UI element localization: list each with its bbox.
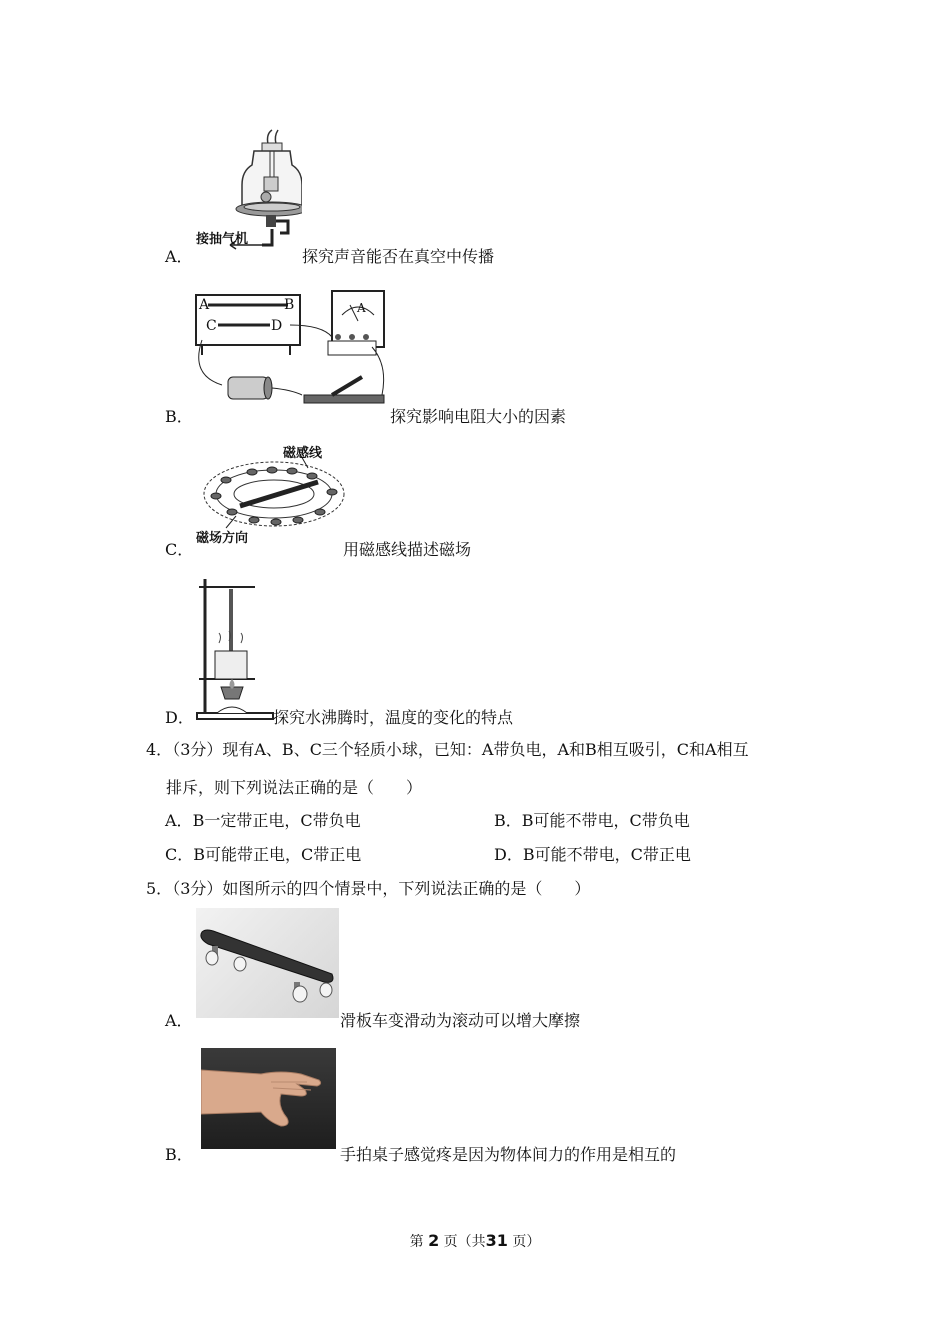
- q4-option-b-label: B．: [494, 811, 522, 830]
- q5-option-b-text: 手拍桌子感觉疼是因为物体间力的作用是相互的: [340, 1145, 677, 1164]
- hand-on-table-photo: [201, 1048, 336, 1149]
- ammeter-letter: A: [357, 301, 366, 315]
- wire-end-d: D: [271, 318, 283, 334]
- footer-suffix: 页）: [512, 1234, 541, 1250]
- q4-number: 4．: [146, 740, 173, 759]
- q4-option-d[interactable]: [494, 842, 691, 865]
- q5-stem: [146, 876, 590, 899]
- option-d-label: D．: [165, 708, 194, 727]
- page-footer: [0, 1231, 950, 1251]
- option-b-text: 探究影响电阻大小的因素: [390, 407, 567, 426]
- q4-option-c[interactable]: [165, 842, 361, 865]
- q5-score: （3分）: [172, 879, 223, 898]
- field-direction-caption: 磁场方向: [196, 531, 249, 546]
- boiling-water-figure: [195, 575, 275, 723]
- q4-option-c-label: C．: [165, 845, 194, 864]
- footer-mid: 页（共: [443, 1234, 486, 1250]
- option-b-label: B．: [165, 407, 193, 426]
- magnetic-field-figure: [192, 440, 352, 540]
- q4-stem-line1: [146, 737, 749, 760]
- q4-option-b-text: B可能不带电，C带负电: [521, 811, 690, 830]
- q4-stem-line2: 排斥，则下列说法正确的是（ ）: [166, 778, 423, 797]
- skateboard-photo: [196, 908, 339, 1018]
- q5-option-a-label: A．: [165, 1011, 193, 1030]
- wire-end-a: A: [199, 297, 210, 313]
- q4-score: （3分）: [172, 740, 223, 759]
- total-pages: 31: [485, 1231, 508, 1250]
- q4-option-c-text: B可能带正电，C带正电: [193, 845, 362, 864]
- q4-stem-text: 现有A、B、C三个轻质小球，已知：A带负电，A和B相互吸引，C和A相互: [222, 740, 749, 759]
- page-number: 2: [428, 1231, 440, 1250]
- option-d-text: 探究水沸腾时，温度的变化的特点: [273, 708, 514, 727]
- q4-option-d-text: B可能不带电，C带正电: [522, 845, 691, 864]
- q4-option-d-label: D．: [494, 845, 523, 864]
- q4-option-a-label: A．: [165, 811, 193, 830]
- q5-option-a-text: 滑板车变滑动为滚动可以增大摩擦: [340, 1011, 581, 1030]
- wire-end-b: B: [284, 297, 295, 313]
- q5-number: 5．: [146, 879, 173, 898]
- option-c-text: 用磁感线描述磁场: [343, 540, 472, 559]
- q4-option-a[interactable]: [165, 808, 361, 831]
- q5-option-b-label: B．: [165, 1145, 193, 1164]
- option-a-label: A．: [165, 247, 193, 266]
- option-a-text: 探究声音能否在真空中传播: [302, 247, 495, 266]
- q4-option-b[interactable]: [494, 808, 690, 831]
- wire-end-c: C: [206, 318, 217, 334]
- field-lines-caption: 磁感线: [283, 446, 323, 461]
- q5-stem-text: 如图所示的四个情景中，下列说法正确的是（ ）: [222, 879, 591, 898]
- q4-option-a-text: B一定带正电，C带负电: [192, 811, 361, 830]
- vacuum-pump-caption: 接抽气机: [196, 232, 249, 247]
- option-c-label: C．: [165, 540, 194, 559]
- footer-prefix: 第: [409, 1234, 424, 1250]
